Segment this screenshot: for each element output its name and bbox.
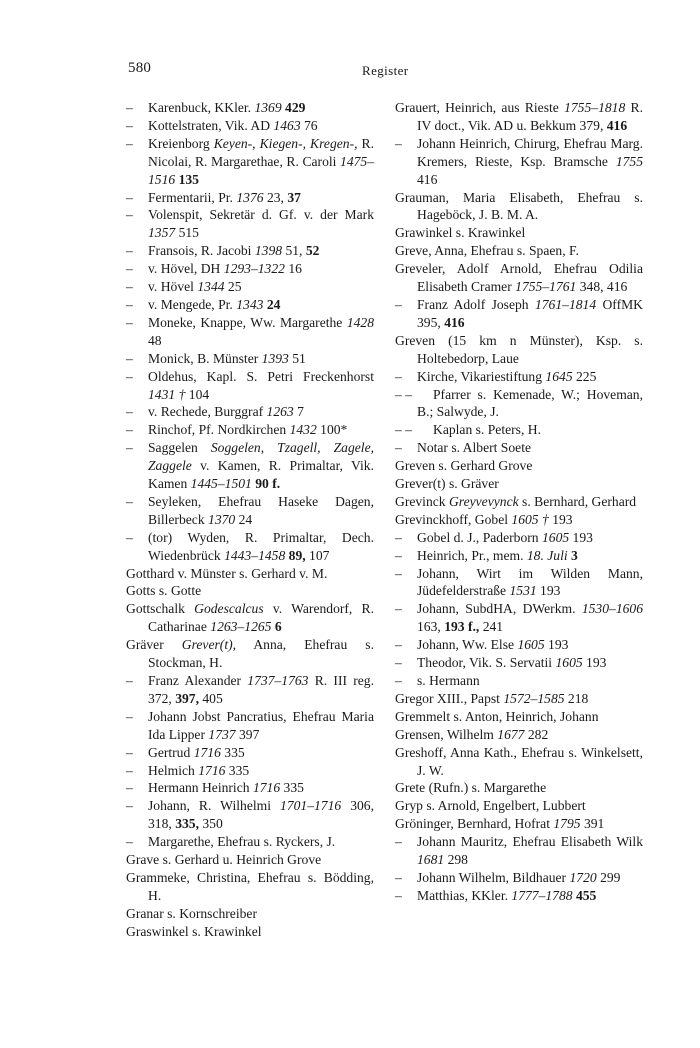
- entry-text: Kottelstraten, Vik. AD: [148, 117, 274, 133]
- entry-text: 405: [198, 690, 223, 706]
- entry-bold-ref: 37: [287, 189, 301, 205]
- index-entry: [126, 314, 374, 350]
- entry-dash: – –: [395, 386, 412, 402]
- index-entry: [126, 779, 374, 797]
- index-entry: [395, 332, 643, 368]
- entry-text: 299: [596, 869, 621, 885]
- entry-dash: –: [126, 368, 133, 384]
- entry-text: Gregor XIII., Papst: [395, 690, 504, 706]
- index-entry: [395, 565, 643, 601]
- entry-dash: –: [395, 135, 402, 151]
- index-entry: [126, 529, 374, 565]
- entry-text: Grauert, Heinrich, aus Rieste: [395, 100, 565, 115]
- entry-italic: 1761–1814: [534, 296, 597, 312]
- entry-text: Granar s. Kornschreiber: [126, 905, 257, 921]
- index-entry: [126, 403, 374, 421]
- entry-text: Kreienborg: [148, 135, 214, 151]
- entry-dash: –: [395, 440, 402, 456]
- index-entry: [395, 260, 643, 296]
- entry-text: 104: [185, 386, 210, 402]
- entry-italic: 1605: [541, 529, 570, 545]
- entry-italic: 1605 †: [511, 511, 549, 527]
- index-column-right: [395, 99, 643, 905]
- entry-text: Helmich: [148, 762, 199, 778]
- entry-italic: 1531: [509, 583, 537, 599]
- index-entry: [126, 439, 374, 493]
- index-entry: [126, 851, 374, 869]
- entry-italic: 1605: [555, 655, 583, 671]
- entry-italic: 1701–1716: [280, 798, 342, 814]
- index-entry: [395, 475, 643, 493]
- entry-dash: –: [126, 762, 133, 778]
- index-entry: [395, 815, 643, 833]
- index-entry: [126, 368, 374, 404]
- entry-italic: Keyen-, Kiegen-, Kregen-,: [213, 135, 358, 151]
- entry-text: Rinchof, Pf. Nordkirchen: [148, 422, 290, 438]
- entry-italic: Soggelen, Tzagell, Zagele, Zaggele: [148, 440, 374, 474]
- entry-dash: –: [126, 798, 133, 814]
- entry-text: 193: [544, 637, 569, 653]
- entry-italic: 1369: [254, 100, 282, 115]
- entry-text: 298: [444, 852, 468, 868]
- entry-italic: Grever(t),: [181, 637, 237, 653]
- entry-dash: –: [126, 529, 133, 545]
- entry-dash: –: [126, 189, 133, 205]
- entry-italic: 1737: [208, 726, 236, 742]
- index-entry: [126, 744, 374, 762]
- entry-text: (tor) Wyden, R. Primaltar, Dech. Wiedenbrück: [148, 529, 374, 563]
- index-entry: [126, 923, 374, 941]
- entry-text: v. Mengede, Pr.: [148, 296, 237, 312]
- entry-text: v. Kamen, R. Primaltar, Vik. Kamen: [148, 458, 374, 492]
- entry-text: 348, 416: [576, 279, 628, 295]
- entry-bold-ref: 335,: [175, 816, 199, 832]
- index-entry: [126, 206, 374, 242]
- entry-text: Franz Adolf Joseph: [417, 296, 535, 312]
- entry-dash: –: [126, 100, 133, 115]
- entry-text: R. III reg. 372,: [148, 673, 374, 706]
- index-entry: [395, 708, 643, 726]
- entry-italic: 1263: [266, 404, 294, 420]
- index-entry: [395, 99, 643, 135]
- entry-text: R. IV doct., Vik. AD u. Bekkum 379,: [417, 100, 643, 133]
- index-entry: [395, 511, 643, 529]
- entry-text: Gröninger, Bernhard, Hofrat: [395, 816, 554, 832]
- entry-dash: –: [126, 834, 133, 850]
- index-entry: [395, 726, 643, 744]
- entry-dash: –: [126, 744, 133, 760]
- entry-bold-ref: 24: [263, 296, 281, 312]
- entry-dash: –: [395, 529, 402, 545]
- index-entry: [395, 600, 643, 636]
- entry-text: 335: [220, 744, 245, 760]
- entry-italic: 1475–1516: [148, 153, 374, 187]
- entry-italic: 1777–1788: [511, 887, 573, 903]
- index-entry: [126, 296, 374, 314]
- entry-dash: –: [126, 207, 133, 223]
- entry-text: Greven s. Gerhard Grove: [395, 458, 533, 474]
- entry-text: Grave s. Gerhard u. Heinrich Grove: [126, 852, 322, 868]
- entry-text: R. Nicolai, R. Margarethae, R. Caroli: [148, 135, 374, 169]
- entry-text: Theodor, Vik. S. Servatii: [417, 655, 556, 671]
- entry-italic: 1393: [261, 350, 289, 366]
- entry-text: 23,: [263, 189, 288, 205]
- entry-text: Grawinkel s. Krawinkel: [395, 225, 526, 241]
- entry-text: v. Rechede, Burggraf: [148, 404, 267, 420]
- index-entry: [395, 242, 643, 260]
- entry-italic: 1720: [569, 869, 597, 885]
- entry-italic: 1443–1458: [224, 547, 286, 563]
- entry-text: Greve, Anna, Ehefrau s. Spaen, F.: [395, 243, 579, 259]
- entry-text: Anna, Ehefrau s. Stockman, H.: [148, 637, 374, 671]
- entry-italic: 1737–1763: [247, 673, 309, 688]
- entry-text: Fermentarii, Pr.: [148, 189, 237, 205]
- index-entry: [395, 797, 643, 815]
- entry-dash: –: [126, 314, 133, 330]
- entry-bold-ref: 90 f.: [251, 476, 281, 492]
- entry-text: Grevinck: [395, 493, 449, 509]
- index-entry: [395, 135, 643, 189]
- entry-bold-ref: 416: [606, 117, 628, 133]
- entry-text: Moneke, Knappe, Ww. Margarethe: [148, 314, 347, 330]
- entry-dash: –: [395, 637, 402, 653]
- entry-italic: 1716: [193, 744, 221, 760]
- entry-dash: –: [126, 708, 133, 724]
- entry-bold-ref: 89,: [285, 547, 306, 563]
- entry-text: Johann, R. Wilhelmi: [148, 798, 281, 814]
- entry-dash: –: [126, 243, 133, 259]
- index-entry: [126, 99, 374, 117]
- entry-text: s. Hermann: [417, 673, 480, 688]
- entry-italic: 1716: [198, 762, 226, 778]
- entry-italic: 1677: [497, 726, 525, 742]
- entry-dash: –: [126, 261, 133, 277]
- entry-text: Matthias, KKler.: [417, 887, 512, 903]
- index-entry: [395, 386, 643, 422]
- index-entry: [126, 117, 374, 135]
- entry-text: Margarethe, Ehefrau s. Ryckers, J.: [148, 834, 336, 850]
- entry-text: v. Hövel, DH: [148, 261, 224, 277]
- entry-text: Saggelen: [148, 440, 211, 456]
- running-head: Register: [362, 63, 409, 78]
- entry-text: 350: [198, 816, 223, 832]
- entry-dash: –: [126, 404, 133, 420]
- index-entry: [126, 135, 374, 189]
- entry-text: Grever(t) s. Gräver: [395, 476, 499, 492]
- entry-bold-ref: 429: [281, 100, 306, 115]
- entry-dash: –: [395, 565, 402, 581]
- entry-text: 48: [148, 332, 162, 348]
- entry-dash: –: [126, 493, 133, 509]
- entry-bold-ref: 193 f.,: [444, 619, 480, 635]
- page-number: 580: [128, 60, 152, 76]
- entry-text: 306, 318,: [148, 798, 375, 832]
- entry-italic: 1445–1501: [190, 476, 252, 492]
- entry-bold-ref: 455: [572, 887, 597, 903]
- entry-text: 515: [175, 225, 199, 241]
- index-entry: [395, 421, 643, 439]
- index-entry: [395, 439, 643, 457]
- entry-text: 335: [280, 780, 304, 796]
- entry-bold-ref: 397,: [175, 690, 199, 706]
- entry-text: Grete (Rufn.) s. Margarethe: [395, 780, 547, 796]
- index-entry: [126, 600, 374, 636]
- index-entry: [395, 779, 643, 797]
- entry-italic: 1432: [289, 422, 317, 438]
- entry-text: 193: [582, 655, 607, 671]
- entry-text: 107: [305, 547, 330, 563]
- entry-italic: 1463: [273, 117, 301, 133]
- entry-dash: –: [126, 296, 133, 312]
- entry-text: OffMK 395,: [417, 296, 643, 330]
- entry-bold-ref: 416: [444, 314, 465, 330]
- entry-italic: 1263–1265: [210, 619, 272, 635]
- entry-text: Notar s. Albert Soete: [417, 440, 532, 456]
- entry-text: Grensen, Wilhelm: [395, 726, 498, 742]
- index-entry: [126, 493, 374, 529]
- entry-text: Johann, Wirt im Wilden Mann, Jüdefelderstraße: [417, 565, 643, 599]
- index-entry: [126, 762, 374, 780]
- index-entry: [395, 547, 643, 565]
- index-entry: [395, 690, 643, 708]
- entry-text: Johann Heinrich, Chirurg, Ehefrau Marg. Kremers, Rieste, Ksp. Bramsche: [417, 135, 643, 169]
- entry-italic: 1795: [553, 816, 581, 832]
- index-entry: [126, 797, 374, 833]
- entry-text: 25: [224, 279, 242, 295]
- entry-dash: –: [126, 440, 133, 456]
- entry-dash: –: [126, 780, 133, 796]
- entry-dash: –: [395, 655, 402, 671]
- entry-text: Johann, Ww. Else: [417, 637, 518, 653]
- entry-italic: 1428: [346, 314, 374, 330]
- entry-italic: 1376: [236, 189, 264, 205]
- entry-dash: –: [395, 834, 402, 850]
- index-entry: [395, 672, 643, 690]
- entry-dash: –: [395, 296, 402, 312]
- index-entry: [395, 869, 643, 887]
- entry-italic: 1357: [148, 225, 176, 241]
- entry-text: 391: [580, 816, 605, 832]
- entry-text: s. Bernhard, Gerhard: [518, 493, 637, 509]
- entry-italic: 1293–1322: [223, 261, 285, 277]
- entry-text: 100*: [316, 422, 348, 438]
- entry-italic: Godescalcus: [194, 601, 264, 617]
- index-entry: [126, 708, 374, 744]
- entry-dash: –: [395, 601, 402, 617]
- index-entry: [126, 242, 374, 260]
- entry-italic: 1645: [545, 368, 573, 384]
- entry-text: 193: [569, 529, 593, 545]
- index-entry: [126, 869, 374, 905]
- entry-text: 282: [524, 726, 549, 742]
- entry-italic: 1344: [197, 279, 225, 295]
- index-entry: [395, 744, 643, 780]
- entry-dash: –: [126, 350, 133, 366]
- entry-italic: 1755–1761: [515, 279, 577, 295]
- index-entry: [126, 350, 374, 368]
- entry-dash: – –: [395, 422, 412, 438]
- entry-text: Grammeke, Christina, Ehefrau s. Bödding, H.: [126, 869, 374, 903]
- entry-text: Seyleken, Ehefrau Haseke Dagen, Billerbeck: [148, 493, 374, 527]
- index-entry: [395, 833, 643, 869]
- index-entry: [126, 905, 374, 923]
- entry-text: Hermann Heinrich: [148, 780, 253, 796]
- entry-text: v. Warendorf, R. Catharinae: [148, 601, 375, 635]
- index-entry: [395, 368, 643, 386]
- index-entry: [126, 636, 374, 672]
- entry-text: Johann, SubdHA, DWerkm.: [417, 601, 582, 617]
- entry-bold-ref: 6: [271, 619, 282, 635]
- index-entry: [395, 189, 643, 225]
- entry-text: Karenbuck, KKler.: [148, 100, 255, 115]
- entry-text: Volenspit, Sekretär d. Gf. v. der Mark: [148, 207, 374, 223]
- index-entry: [395, 636, 643, 654]
- entry-text: Heinrich, Pr., mem.: [417, 547, 527, 563]
- entry-text: Monick, B. Münster: [148, 350, 262, 366]
- entry-text: Franz Alexander: [148, 673, 248, 688]
- entry-dash: –: [126, 422, 133, 438]
- index-entry: [126, 833, 374, 851]
- index-entry: [395, 493, 643, 511]
- index-entry: [126, 189, 374, 207]
- index-entry: [126, 278, 374, 296]
- entry-text: 24: [235, 511, 253, 527]
- index-entry: [395, 296, 643, 332]
- entry-text: Greveler, Adolf Arnold, Ehefrau Odilia Elisabeth Cramer: [395, 261, 643, 295]
- entry-text: Greven (15 km n Münster), Ksp. s. Holtebedorp, Laue: [395, 332, 643, 366]
- entry-text: Graswinkel s. Krawinkel: [126, 923, 262, 939]
- entry-text: 397: [235, 726, 260, 742]
- entry-italic: Greyvevynck: [448, 493, 519, 509]
- entry-bold-ref: 135: [175, 171, 199, 187]
- index-entry: [126, 421, 374, 439]
- entry-text: Johann Mauritz, Ehefrau Elisabeth Wilk: [417, 834, 643, 850]
- index-entry: [126, 260, 374, 278]
- entry-text: 218: [564, 690, 589, 706]
- index-entry: [395, 887, 643, 905]
- index-entry: [395, 654, 643, 672]
- entry-text: Gertrud: [148, 744, 194, 760]
- entry-text: v. Hövel: [148, 279, 198, 295]
- entry-text: Gotts s. Gotte: [126, 583, 202, 599]
- entry-text: Gräver: [126, 637, 182, 653]
- entry-italic: 18. Juli: [526, 547, 568, 563]
- entry-italic: 1530–1606: [581, 601, 643, 617]
- entry-text: Oldehus, Kapl. S. Petri Freckenhorst: [148, 368, 374, 384]
- entry-text: Greshoff, Anna Kath., Ehefrau s. Winkelsett, J. W.: [395, 744, 643, 778]
- entry-italic: 1755: [615, 153, 643, 169]
- entry-text: Kirche, Vikariestiftung: [417, 368, 546, 384]
- entry-text: Gremmelt s. Anton, Heinrich, Johann: [395, 708, 599, 724]
- index-entry: [395, 224, 643, 242]
- entry-bold-ref: 3: [567, 547, 578, 563]
- index-column-left: [126, 99, 374, 941]
- index-entry: [126, 582, 374, 600]
- entry-text: Fransois, R. Jacobi: [148, 243, 255, 259]
- entry-dash: –: [126, 673, 133, 688]
- entry-text: Gobel d. J., Paderborn: [417, 529, 542, 545]
- entry-italic: 1370: [208, 511, 236, 527]
- entry-text: 416: [417, 171, 438, 187]
- entry-italic: 1755–1818: [564, 100, 626, 115]
- entry-bold-ref: 52: [305, 243, 320, 259]
- entry-text: 7: [293, 404, 304, 420]
- entry-text: 241: [479, 619, 504, 635]
- entry-text: 51: [288, 350, 306, 366]
- entry-text: 163,: [417, 619, 445, 635]
- entry-text: Gottschalk: [126, 601, 195, 617]
- index-entry: [126, 672, 374, 708]
- entry-text: Grevinckhoff, Gobel: [395, 511, 512, 527]
- entry-dash: –: [126, 117, 133, 133]
- entry-text: 76: [300, 117, 318, 133]
- entry-text: Pfarrer s. Kemenade, W.; Hoveman, B.; Salwyde, J.: [417, 386, 643, 420]
- entry-dash: –: [395, 887, 402, 903]
- entry-text: Gryp s. Arnold, Engelbert, Lubbert: [395, 798, 586, 814]
- index-entry: [395, 457, 643, 475]
- entry-italic: 1681: [417, 852, 445, 868]
- entry-text: 16: [284, 261, 302, 277]
- entry-dash: –: [395, 869, 402, 885]
- entry-italic: 1431 †: [148, 386, 186, 402]
- entry-text: 193: [536, 583, 561, 599]
- entry-dash: –: [395, 368, 402, 384]
- entry-italic: 1572–1585: [503, 690, 565, 706]
- entry-text: 335: [225, 762, 250, 778]
- entry-italic: 1343: [236, 296, 264, 312]
- entry-dash: –: [126, 279, 133, 295]
- entry-text: Johann Jobst Pancratius, Ehefrau Maria Ida Lipper: [148, 708, 374, 742]
- entry-text: 193: [548, 511, 573, 527]
- index-entry: [126, 565, 374, 583]
- entry-dash: –: [395, 547, 402, 563]
- entry-text: 51,: [282, 243, 306, 259]
- entry-italic: 1716: [252, 780, 281, 796]
- index-entry: [395, 529, 643, 547]
- entry-text: Grauman, Maria Elisabeth, Ehefrau s. Hageböck, J. B. M. A.: [395, 189, 643, 223]
- entry-italic: 1398: [254, 243, 283, 259]
- entry-text: Gotthard v. Münster s. Gerhard v. M.: [126, 565, 328, 581]
- entry-text: 225: [572, 368, 597, 384]
- entry-dash: –: [126, 135, 133, 151]
- entry-text: Johann Wilhelm, Bildhauer: [417, 869, 570, 885]
- entry-dash: –: [395, 673, 402, 688]
- entry-italic: 1605: [517, 637, 545, 653]
- entry-text: Kaplan s. Peters, H.: [433, 422, 541, 438]
